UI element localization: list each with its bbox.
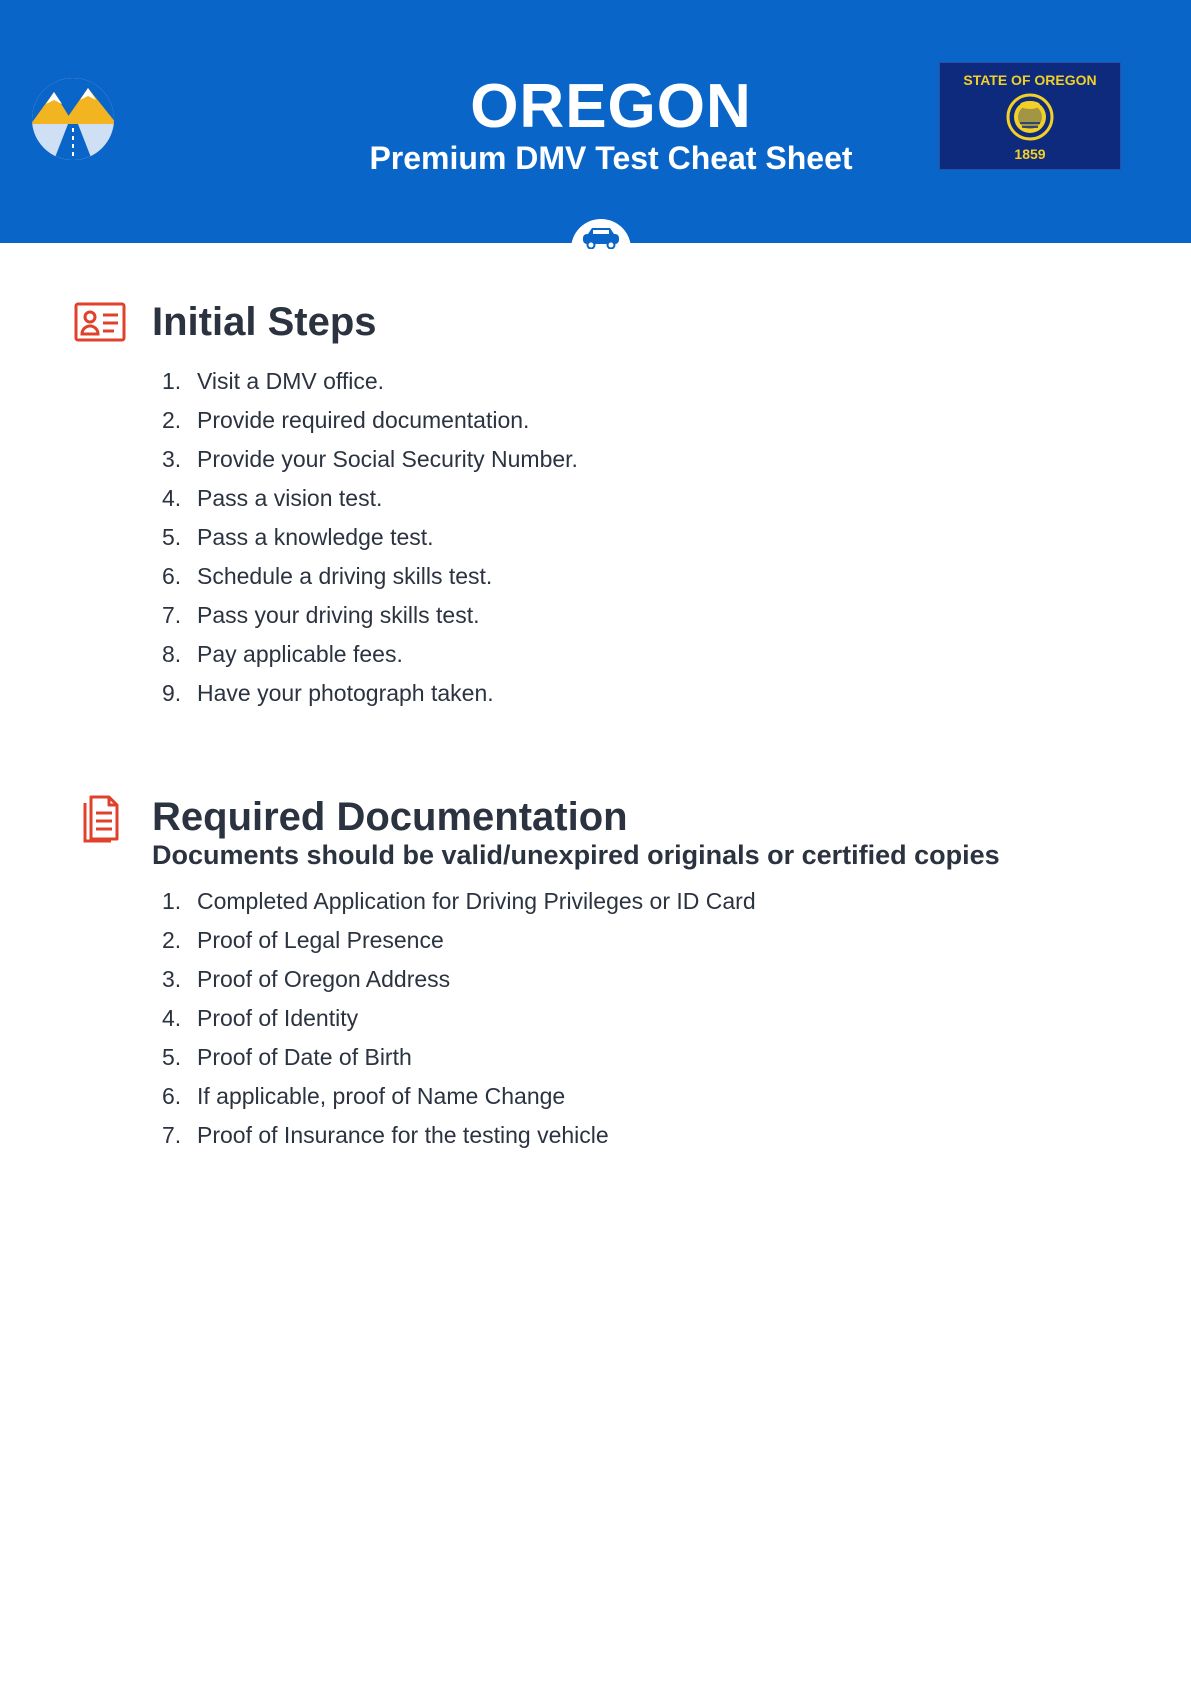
required-documentation-list [162,882,756,1155]
required-documentation-subtitle: Documents should be valid/unexpired originals or certified copies [152,840,1000,870]
initial-steps-title: Initial Steps [152,300,377,344]
list-item: 1. Completed Application for Driving Privileges or ID Card [162,888,756,914]
required-documentation-title: Required Documentation [152,795,628,839]
flag-year: 1859 [1014,146,1046,162]
initial-steps-list [162,362,578,713]
list-item: 2. Provide required documentation. [162,407,530,433]
list-item: 4. Pass a vision test. [162,485,383,511]
page-subtitle: Premium DMV Test Cheat Sheet [369,140,853,176]
list-item: 2. Proof of Legal Presence [162,927,444,953]
list-item: 5. Proof of Date of Birth [162,1044,412,1070]
flag-top-text: STATE OF OREGON [963,72,1097,88]
oregon-flag [939,62,1121,170]
list-item: 6. Schedule a driving skills test. [162,563,493,589]
id-card-icon [74,302,126,342]
list-item: 7. Proof of Insurance for the testing vehicle [162,1122,609,1148]
list-item: 5. Pass a knowledge test. [162,524,434,550]
page-header [0,0,1191,243]
list-item: 1. Visit a DMV office. [162,368,385,394]
list-item: 6. If applicable, proof of Name Change [162,1083,566,1109]
page-title: OREGON [470,72,752,141]
list-item: 8. Pay applicable fees. [162,641,403,667]
list-item: 4. Proof of Identity [162,1005,359,1031]
list-item: 7. Pass your driving skills test. [162,602,480,628]
car-icon [571,219,631,249]
document-icon [81,793,121,843]
list-item: 3. Proof of Oregon Address [162,966,451,992]
list-item: 9. Have your photograph taken. [162,680,494,706]
list-item: 3. Provide your Social Security Number. [162,446,578,472]
seal-icon [1008,95,1052,139]
